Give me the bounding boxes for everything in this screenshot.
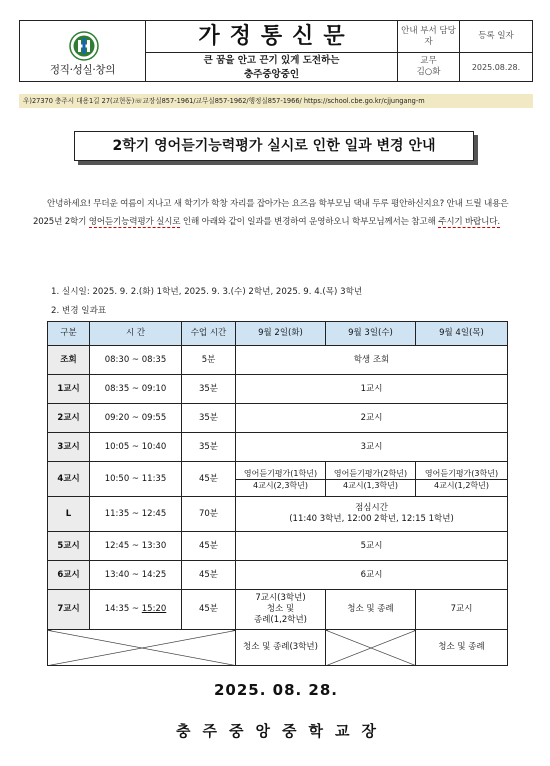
merged-cell: 5교시 [236,532,508,561]
table-row [48,462,508,497]
period-cell: 조회 [48,346,90,375]
notice-page [19,14,533,756]
intro-highlight-2: 주시기 바랍니다. [438,217,500,227]
table-row [48,630,508,666]
col-header: 9월 2일(화) [236,322,326,346]
period-cell: L [48,497,90,532]
school-motto: 정직·성실·창의 [49,64,116,76]
merged-cell: 학생 조회 [236,346,508,375]
contact-name: 김○화 [416,67,441,77]
duration-cell: 35분 [182,433,236,462]
table-row [48,346,508,375]
newsletter-title: 가정통신문 [146,21,397,53]
date-label: 등록 일자 [460,21,532,53]
line: 종례(1,2학년) [254,615,307,625]
table-row [48,590,508,630]
contact-info [398,53,460,81]
period-cell: 6교시 [48,561,90,590]
time-cell: 12:45 ~ 13:30 [90,532,182,561]
title-area [146,21,398,81]
period-cell: 1교시 [48,375,90,404]
time-cell: 10:05 ~ 10:40 [90,433,182,462]
time-cell [90,590,182,630]
exam-label: 영어듣기평가(2학년) [326,468,415,480]
table-row [48,532,508,561]
col-header: 9월 3일(수) [326,322,416,346]
letterhead [19,20,533,82]
class-label: 4교시(1,3학년) [343,480,398,490]
time-cell: 13:40 ~ 14:25 [90,561,182,590]
col-header: 9월 4일(목) [416,322,508,346]
merged-cell: 3교시 [236,433,508,462]
duration-cell: 45분 [182,462,236,497]
duration-cell: 70분 [182,497,236,532]
school-slogan [146,53,397,82]
time-end: 15:20 [141,604,167,614]
col-header: 수업 시간 [182,322,236,346]
registration-date: 2025.08.28. [471,62,521,72]
table-row [48,404,508,433]
lunch-times: (11:40 3학년, 12:00 2학년, 12:15 1학년) [289,514,454,524]
time-cell: 08:30 ~ 08:35 [90,346,182,375]
headline: 2학기 영어듣기능력평가 실시로 인한 일과 변경 안내 [74,131,474,161]
day2-cell [326,462,416,497]
time-cell: 11:35 ~ 12:45 [90,497,182,532]
schedule-table [47,321,508,666]
time-cell: 10:50 ~ 11:35 [90,462,182,497]
col-header: 시 간 [90,322,182,346]
slogan-line1: 큰 꿈을 안고 끈기 있게 도전하는 [203,55,340,66]
day3-cell [416,462,508,497]
period-cell: 3교시 [48,433,90,462]
day3-cell: 7교시 [416,590,508,630]
day1-cell: 청소 및 종례(3학년) [236,630,326,666]
line: 청소 및 [266,604,295,614]
crossed-out-cell [326,630,416,666]
intro-text-1: 안녕하세요! 무더운 여름이 지나고 새 학기가 학창 자리를 잡아가는 요즈음 학부모님 댁내 두루 평안하신지요? 안내 드릴 내용은 2025년 2학기 [33,199,509,227]
intro-highlight-1: 영어듣기능력평가 실시로 [88,217,181,227]
exam-label: 영어듣기평가(1학년) [236,468,325,480]
line: 7교시(3학년) [255,593,306,603]
period-cell: 5교시 [48,532,90,561]
exam-dates: 1. 실시일: 2025. 9. 2.(화) 1학년, 2025. 9. 3.(수) 2학년, 2025. 9. 4.(목) 3학년 [51,287,363,297]
table-row [48,561,508,590]
lunch-title: 점심시간 [355,503,388,513]
lunch-cell [236,497,508,532]
school-emblem-icon [69,31,99,61]
class-label: 4교시(2,3학년) [253,480,308,490]
info-grid [398,21,532,81]
principal-signature: 충주중앙중학교장 [176,722,388,740]
duration-cell: 45분 [182,590,236,630]
issue-date: 2025. 08. 28. [213,681,339,699]
table-row [48,497,508,532]
dept-label: 안내 부서 담당자 [398,21,460,53]
dept-name: 교무 [420,56,437,66]
duration-cell: 35분 [182,375,236,404]
duration-cell: 35분 [182,404,236,433]
crossed-out-cell [48,630,236,666]
merged-cell: 1교시 [236,375,508,404]
day1-cell [236,462,326,497]
exam-label: 영어듣기평가(3학년) [416,468,507,480]
table-row [48,375,508,404]
slogan-line2: 충주중앙중인 [243,69,300,80]
col-header: 구분 [48,322,90,346]
day3-cell: 청소 및 종례 [416,630,508,666]
schedule-heading: 2. 변경 일과표 [51,306,107,316]
time-start: 14:35 ~ [104,604,142,614]
period-cell: 7교시 [48,590,90,630]
intro-paragraph [33,195,529,231]
day1-cell [236,590,326,630]
time-cell: 08:35 ~ 09:10 [90,375,182,404]
time-cell: 09:20 ~ 09:55 [90,404,182,433]
class-label: 4교시(1,2학년) [434,480,489,490]
period-cell: 2교시 [48,404,90,433]
day2-cell: 청소 및 종례 [326,590,416,630]
logo-area [20,21,146,81]
duration-cell: 45분 [182,561,236,590]
duration-cell: 45분 [182,532,236,561]
duration-cell: 5분 [182,346,236,375]
table-header-row [48,322,508,346]
address-bar: 우)27370 충주시 대용1길 27(교현동)☏교장실857-1961/교무실857-1962/행정실857-1966/ https://school.cbe.go.kr/cjjungang-m [19,94,533,108]
table-row [48,433,508,462]
period-cell: 4교시 [48,462,90,497]
merged-cell: 6교시 [236,561,508,590]
merged-cell: 2교시 [236,404,508,433]
intro-text-2: 인해 아래와 같이 일과를 변경하여 운영하오니 학부모님께서는 참고해 [180,217,439,227]
